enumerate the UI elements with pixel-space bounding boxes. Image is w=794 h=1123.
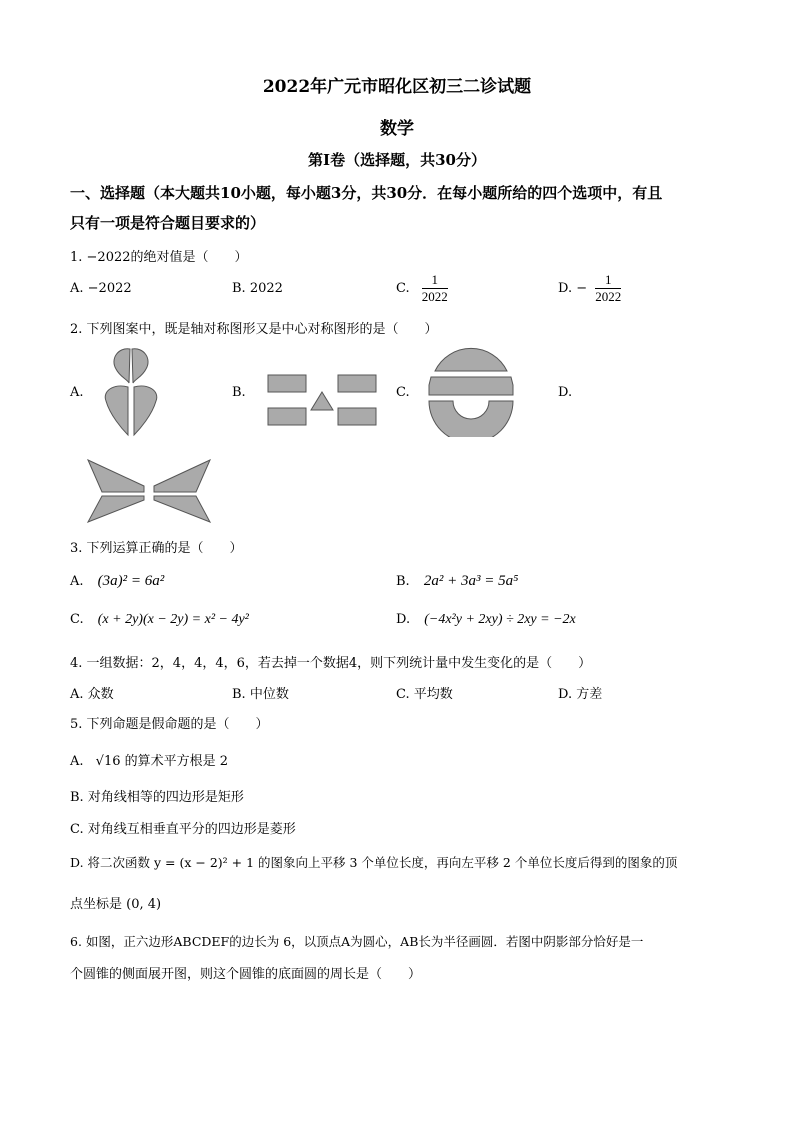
q5-option-d-line2: 点坐标是 (0, 4): [70, 897, 162, 912]
q4-option-c: C. 平均数: [396, 687, 453, 702]
q1-option-b: B. 2022: [232, 281, 283, 296]
q2-option-b-label: B.: [232, 385, 246, 400]
part-title: 第I卷（选择题，共30分）: [308, 151, 486, 169]
q5-option-b: B. 对角线相等的四边形是矩形: [70, 790, 244, 805]
q2-figure-d: [84, 458, 214, 524]
question-4-stem: 4. 一组数据：2，4，4，4，6，若去掉一个数据4，则下列统计量中发生变化的是（ ）: [70, 656, 592, 671]
q5-option-d-line1: D. 将二次函数 y = (x − 2)² + 1 的图象向上平移 3 个单位长度，再向左平移 2 个单位长度后得到的图象的顶: [70, 855, 678, 870]
q2-figure-a: [100, 345, 162, 440]
q3-option-c: C. (x + 2y)(x − 2y) = x² − 4y²: [70, 612, 249, 627]
question-2-stem: 2. 下列图案中，既是轴对称图形又是中心对称图形的是（ ）: [70, 322, 438, 337]
q3-option-b: B. 2a² + 3a³ = 5a⁵: [396, 573, 519, 589]
q1-option-d: D. − $\frac{1}{2022}$: [558, 272, 622, 304]
q1-option-c: C. $\frac{1}{2022}$: [396, 272, 448, 304]
q2-option-d-label: D.: [558, 385, 573, 400]
question-6-line1: 6. 如图，正六边形ABCDEF的边长为 6，以顶点A为圆心，AB长为半径画圆．若图中阴影部分恰好是一: [70, 934, 644, 949]
q4-option-d: D. 方差: [558, 687, 603, 702]
q2-figure-c: [425, 345, 517, 437]
section-intro-line2: 只有一项是符合题目要求的）: [70, 214, 266, 232]
question-5-stem: 5. 下列命题是假命题的是（ ）: [70, 717, 269, 732]
q4-option-b: B. 中位数: [232, 687, 289, 702]
question-6-line2: 个圆锥的侧面展开图，则这个圆锥的底面圆的周长是（ ）: [70, 967, 422, 982]
q5-option-c: C. 对角线互相垂直平分的四边形是菱形: [70, 822, 296, 837]
section-intro-line1: 一、选择题（本大题共10小题，每小题3分，共30分．在每小题所给的四个选项中，有且: [70, 184, 663, 202]
q3-option-a: A. (3a)² = 6a²: [70, 573, 165, 589]
q3-option-d: D. (−4x²y + 2xy) ÷ 2xy = −2x: [396, 612, 576, 627]
q1-option-a: A. −2022: [70, 281, 132, 296]
q2-option-c-label: C.: [396, 385, 410, 400]
question-3-stem: 3. 下列运算正确的是（ ）: [70, 541, 243, 556]
q5-option-a: A. √16 的算术平方根是 2: [70, 754, 229, 769]
question-1-stem: 1. −2022的绝对值是（ ）: [70, 250, 248, 265]
q2-figure-b: [265, 372, 380, 428]
q4-option-a: A. 众数: [70, 687, 114, 702]
page-title: 2022年广元市昭化区初三二诊试题: [262, 77, 532, 97]
q2-option-a-label: A.: [70, 385, 84, 400]
subject-title: 数学: [380, 119, 414, 139]
